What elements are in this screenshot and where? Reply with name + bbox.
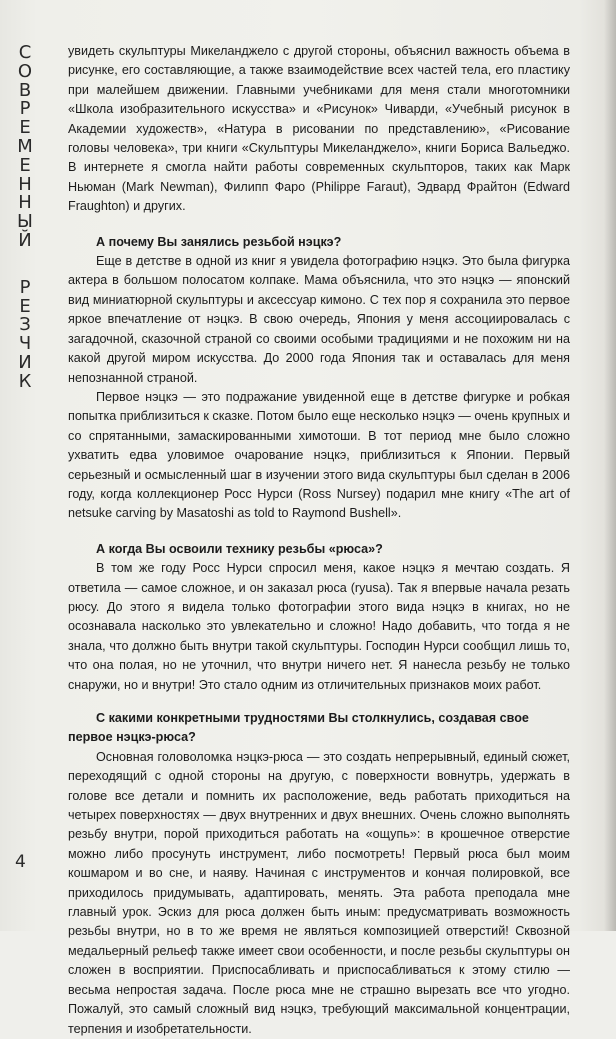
- side-title-letter: Р: [19, 98, 31, 120]
- paragraph: увидеть скульптуры Микеланджело с другой стороны, объяснил важность объема в рисунке, его составляющие, а также взаимодействие всех частей тела, его пластику при малейшем движении. Главными учебниками для меня стали многотомники «Школа изобразительного искусства» и «Рисунок» Чиварди, «Учебный рисунок в Академии художеств», «Натура в рисовании по представлению», «Рисование головы человека», три книги «Скульптуры Микеланджело», книги Бориса Вальеджо. В интернете я смогла найти работы современных скульпторов, таких как Марк Ньюман (Mark Newman), Филипп Фаро (Philippe Faraut), Эдвард Фрайтон (Edward Fraughton) и других.: [68, 44, 570, 214]
- side-title-letter: Й: [18, 229, 32, 251]
- side-title-letter: Ч: [18, 333, 32, 355]
- side-title-letter: Ы: [17, 211, 33, 233]
- paragraph: Еще в детстве в одной из книг я увидела фотографию нэцкэ. Это была фигурка актера в большом полосатом колпаке. Мама объяснила, что это нэцкэ — японский вид миниатюрной скульптуры и аксессуар кимоно. С тех пор я сохранила это первое яркое впечатление от нэцкэ. В свою очередь, Япония у меня ассоциировалась с загадочной, сказочной страной со своими особыми традициями и не похожим ни на какой другой миром искусства. До 2000 года Япония так и оставалась для меня непознанной страной.: [68, 254, 570, 385]
- paragraph: Основная головоломка нэцкэ-рюса — это создать непрерывный, единый сюжет, переходящий с одной стороны на другую, с поверхности вовнутрь, удержать в голове все детали и помнить их расположение, ведь работать приходиться на четырех поверхностях — двух внутренних и двух внешних. Очень сложно выполнять резьбу внутри, порой приходиться работать на «ощупь»: в крошечное отверстие можно либо просунуть инструмент, либо посмотреть! Первый рюса был моим кошмаром и во сне, и наяву. Начиная с инструментов и кончая полировкой, все приходилось придумывать, адаптировать, менять. Эта работа преподала мне главный урок. Эскиз для рюса должен быть иным: предусматривать возможность резьбы внутри, но в то же время не являться композицией отверстий! Сквозной медальерный рельеф также имеет свои особенности, и после резьбы скульптуры он сложен в восприятии. Приспосабливать и приспосабливаться к этому стилю — весьма непростая задача. После рюса мне не страшно вырезать все что угодно. Пожалуй, это самый сложный вид нэцкэ, требующий максимальной концентрации, терпения и изобретательности.: [68, 749, 570, 1036]
- article-body: [68, 42, 570, 1039]
- side-title-letter: С: [18, 42, 32, 63]
- paragraph: Первое нэцкэ — это подражание увиденной еще в детстве фигурке и робкая попытка приблизиться к сказке. Потом было еще несколько нэцкэ — очень крупных и со спрятанными, замаскированными химотоши. В тот период мне было сложно ухватить едва уловимое очарование нэцкэ, приблизиться к Японии. Первый серьезный и осмысленный шаг в изучении этого вида скульптуры был сделан в 2006 году, когда коллекционер Росс Нурси (Ross Nursey) подарил мне книгу «The art of netsuke carving by Masatoshi as told to Raymond Bushell».: [68, 389, 570, 521]
- side-title: [10, 44, 40, 392]
- side-title-letter: В: [18, 79, 32, 101]
- side-title-letter: Е: [19, 154, 31, 176]
- side-title-letter: Р: [19, 276, 31, 298]
- page-number: 4: [15, 852, 26, 872]
- interview-question: А почему Вы занялись резьбой нэцкэ?: [96, 234, 342, 249]
- side-title-letter: М: [17, 135, 33, 157]
- interview-question: С какими конкретными трудностями Вы столкнулись, создавая свое первое нэцкэ-рюса?: [68, 711, 529, 745]
- side-title-letter: И: [18, 351, 32, 373]
- page-edge-shadow: [604, 0, 616, 931]
- side-title-letter: К: [18, 370, 32, 392]
- paragraph: В том же году Росс Нурси спросил меня, какое нэцкэ я мечтаю создать. Я ответила — самое сложное, и он заказал рюса (ryusa). Так я впервые начала резать рюсу. До этого я видела только фотографии этого вида нэцкэ в книгах, но не осознавала насколько это увлекательно и сложно! Надо добавить, что тогда я не знала, что должно быть внутри такой скульптуры. Господин Нурси сообщил лишь то, что она полая, но не уточнил, что внутри ничего нет. Я нанесла резьбу не только снаружи, но и внутри! Это стало одним из отличительных признаков моих работ.: [68, 561, 570, 692]
- side-title-letter: Е: [19, 295, 31, 317]
- side-title-letter: З: [19, 314, 31, 336]
- interview-question: А когда Вы освоили технику резьбы «рюса»?: [96, 541, 383, 556]
- side-title-letter: О: [17, 60, 33, 82]
- side-title-letter: Е: [19, 117, 31, 139]
- side-title-letter: Н: [18, 173, 32, 195]
- side-title-letter: Н: [18, 192, 32, 214]
